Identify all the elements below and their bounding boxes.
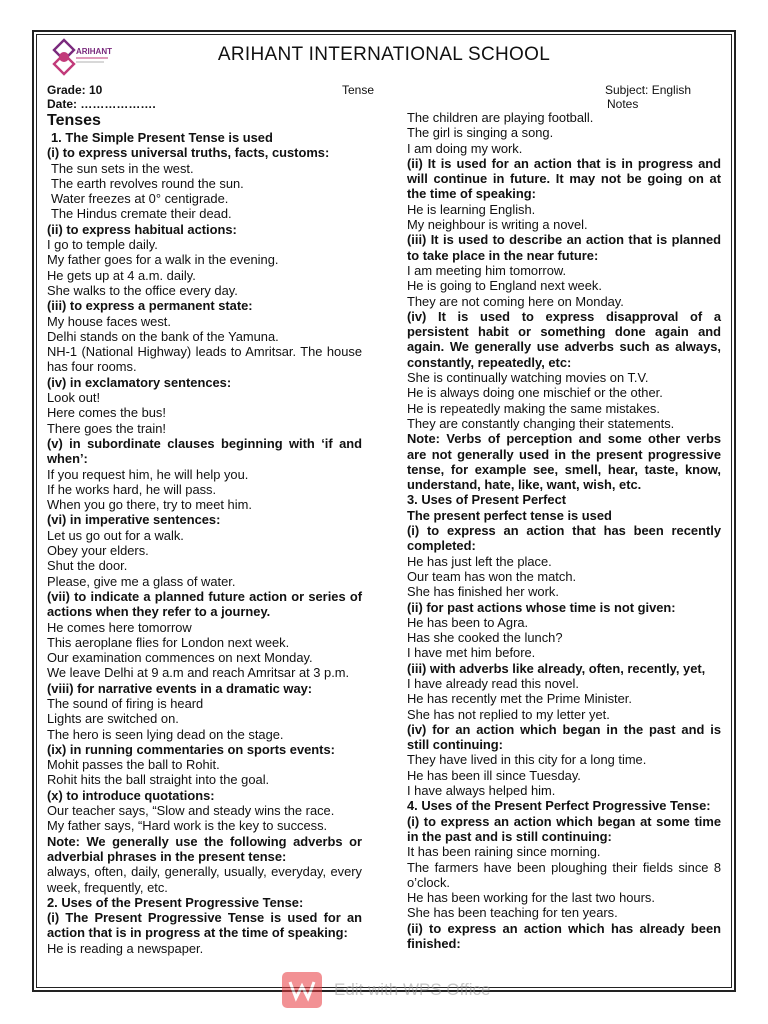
section-heading: The present perfect tense is used (407, 507, 612, 523)
notes-label: Notes (607, 97, 639, 111)
section-heading: (ii) to express an action which has already been finished: (407, 920, 721, 952)
example-sentence: Our team has won the match. (407, 568, 577, 584)
example-sentence: He is learning English. (407, 201, 536, 217)
example-sentence: He has recently met the Prime Minister. (407, 691, 632, 707)
example-sentence: He has just left the place. (407, 553, 552, 569)
example-sentence: He comes here tomorrow (47, 619, 192, 635)
section-heading: (iii) with adverbs like already, often, recently, yet, (407, 660, 706, 676)
section-heading: Note: Verbs of perception and some other verbs are not generally used in the present progressive tense, for example see, smell, hear, taste, know, understand, hate, like, want, wish, etc. (407, 431, 721, 493)
example-sentence: Here comes the bus! (47, 405, 166, 421)
example-sentence: If you request him, he will help you. (47, 466, 249, 482)
date-label: Date: ………………. (47, 97, 156, 111)
example-sentence: The earth revolves round the sun. (51, 175, 244, 191)
section-heading: (ix) in running commentaries on sports events: (47, 741, 335, 757)
example-sentence: She is continually watching movies on T.V. (407, 370, 649, 386)
watermark-text: Edit with WPS Office (334, 980, 491, 999)
example-sentence: Shut the door. (47, 558, 128, 574)
example-sentence: Delhi stands on the bank of the Yamuna. (47, 328, 279, 344)
section-heading: (ii) for past actions whose time is not given: (407, 599, 676, 615)
example-sentence: I have already read this novel. (407, 675, 579, 691)
school-name: ARIHANT INTERNATIONAL SCHOOL (217, 44, 551, 65)
example-sentence: He has been ill since Tuesday. (407, 767, 581, 783)
example-sentence: Look out! (47, 390, 101, 406)
example-sentence: I have met him before. (407, 645, 536, 661)
example-sentence: He is always doing one mischief or the other. (407, 385, 663, 401)
section-heading: 4. Uses of the Present Perfect Progressive Tense: (407, 798, 711, 814)
example-sentence: He is reading a newspaper. (47, 940, 204, 956)
section-heading: (x) to introduce quotations: (47, 787, 215, 803)
section-heading: (iv) It is used to express disapproval of a persistent habit or something done again and again. We generally use adverbs such as always, constantly, repeatedly, etc: (407, 308, 721, 370)
example-sentence: He is going to England next week. (407, 278, 602, 294)
example-sentence: It has been raining since morning. (407, 844, 601, 860)
section-heading: (viii) for narrative events in a dramatic way: (47, 680, 313, 696)
example-sentence: There goes the train! (47, 420, 166, 436)
section-heading: (i) The Present Progressive Tense is used for an action that is in progress at the time of speaking: (47, 910, 362, 941)
example-sentence: When you go there, try to meet him. (47, 497, 252, 513)
example-sentence: I am meeting him tomorrow. (407, 262, 567, 278)
section-heading: (v) in subordinate clauses beginning with ‘if and when’: (47, 435, 362, 467)
example-sentence: They are not coming here on Monday. (407, 293, 624, 309)
example-sentence: Has she cooked the lunch? (407, 630, 563, 646)
example-sentence: We leave Delhi at 9 a.m and reach Amritsar at 3 p.m. (47, 665, 350, 681)
example-sentence: Rohit hits the ball straight into the goal. (47, 772, 270, 788)
example-sentence: She has finished her work. (407, 584, 559, 600)
wps-watermark (282, 970, 522, 1010)
example-sentence: NH-1 (National Highway) leads to Amritsar. The house has four rooms. (47, 344, 362, 375)
example-sentence: The sun sets in the west. (51, 160, 194, 176)
example-sentence: They have lived in this city for a long time. (407, 752, 647, 768)
example-sentence: He has been working for the last two hours. (407, 890, 655, 906)
example-sentence: always, often, daily, generally, usually, everyday, every week, frequently, etc. (47, 864, 362, 895)
example-sentence: The hero is seen lying dead on the stage. (47, 726, 284, 742)
example-sentence: Mohit passes the ball to Rohit. (47, 757, 220, 773)
example-sentence: He gets up at 4 a.m. daily. (47, 267, 196, 283)
right-column (407, 110, 721, 951)
section-heading: (ii) to express habitual actions: (47, 221, 237, 237)
section-heading: (i) to express an action which began at some time in the past and is still continuing: (407, 813, 721, 844)
example-sentence: He is repeatedly making the same mistakes. (407, 400, 660, 416)
example-sentence: Water freezes at 0° centigrade. (51, 191, 229, 207)
section-heading: Tenses (47, 112, 101, 129)
example-sentence: I am doing my work. (407, 140, 523, 156)
grade-label: Grade: 10 (47, 83, 103, 97)
section-heading: (vii) to indicate a planned future action or series of actions when they refer to a journey. (47, 588, 362, 620)
example-sentence: Our examination commences on next Monday. (47, 650, 313, 666)
section-heading: (vi) in imperative sentences: (47, 512, 221, 528)
example-sentence: I have always helped him. (407, 783, 556, 799)
example-sentence: The Hindus cremate their dead. (51, 206, 232, 222)
section-heading: (iii) It is used to describe an action that is planned to take place in the near future: (407, 232, 721, 263)
example-sentence: My neighbour is writing a novel. (407, 217, 588, 233)
example-sentence: They are constantly changing their statements. (407, 415, 675, 431)
example-sentence: Obey your elders. (47, 543, 149, 559)
example-sentence: She walks to the office every day. (47, 282, 238, 298)
example-sentence: Lights are switched on. (47, 711, 179, 727)
example-sentence: She has been teaching for ten years. (407, 905, 618, 921)
topic-label: Tense (342, 83, 375, 97)
section-heading: (ii) It is used for an action that is in progress and will continue in future. It may not be going on at the time of speaking: (407, 155, 721, 202)
example-sentence: I go to temple daily. (47, 237, 158, 253)
example-sentence: He has been to Agra. (407, 614, 529, 630)
section-heading: 2. Uses of the Present Progressive Tense: (47, 894, 304, 910)
example-sentence: If he works hard, he will pass. (47, 481, 217, 497)
example-sentence: My house faces west. (47, 313, 171, 329)
logo-text: ARIHANT (76, 47, 112, 56)
section-heading: (iii) to express a permanent state: (47, 298, 253, 314)
section-heading: Note: We generally use the following adverbs or adverbial phrases in the present tense: (47, 833, 362, 864)
example-sentence: Please, give me a glass of water. (47, 573, 236, 589)
left-column (47, 112, 362, 956)
wps-office-icon (282, 972, 322, 1008)
example-sentence: Our teacher says, “Slow and steady wins the race. (47, 803, 335, 819)
example-sentence: This aeroplane flies for London next week. (47, 634, 290, 650)
example-sentence: The children are playing football. (407, 110, 594, 125)
section-heading: 3. Uses of Present Perfect (407, 492, 567, 508)
subject-label: Subject: English (605, 83, 692, 97)
example-sentence: The farmers have been ploughing their fields since 8 o’clock. (407, 859, 721, 890)
example-sentence: She has not replied to my letter yet. (407, 706, 610, 722)
section-heading: (i) to express an action that has been recently completed: (407, 523, 721, 554)
example-sentence: My father goes for a walk in the evening. (47, 252, 279, 268)
section-heading: (i) to express universal truths, facts, customs: (47, 145, 330, 161)
section-heading: 1. The Simple Present Tense is used (51, 130, 273, 145)
example-sentence: The girl is singing a song. (407, 125, 554, 141)
example-sentence: My father says, “Hard work is the key to success. (47, 818, 328, 834)
example-sentence: The sound of firing is heard (47, 695, 204, 711)
section-heading: (iv) in exclamatory sentences: (47, 374, 232, 390)
section-heading: (iv) for an action which began in the past and is still continuing: (407, 721, 721, 753)
example-sentence: Let us go out for a walk. (47, 527, 184, 543)
